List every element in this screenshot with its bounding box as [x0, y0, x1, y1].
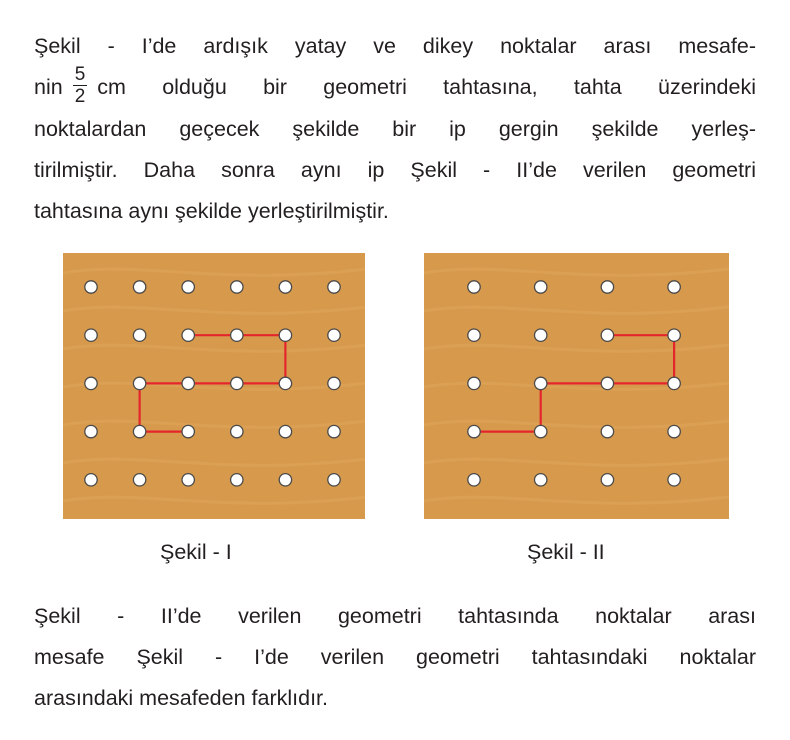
peg-dot [85, 329, 97, 341]
problem-intro [34, 26, 756, 232]
peg-dot [133, 425, 145, 437]
peg-dot [328, 425, 340, 437]
peg-dot [468, 425, 480, 437]
intro-line-2-before: nin [34, 75, 63, 99]
peg-dot [133, 329, 145, 341]
peg-dot [231, 377, 243, 389]
peg-dot [328, 474, 340, 486]
geoboard-2-drawing [424, 253, 729, 519]
wood-grain [424, 305, 729, 313]
peg-dot [601, 474, 613, 486]
wood-grain [63, 267, 365, 275]
peg-dot [535, 329, 547, 341]
intro-line-1: Şekil - I’de ardışık yatay ve dikey noktalar arası mesafe- [34, 34, 756, 58]
peg-dot [231, 425, 243, 437]
peg-dot [601, 425, 613, 437]
peg-dot [182, 425, 194, 437]
peg-dot [535, 281, 547, 293]
intro-line-2 [34, 63, 756, 109]
peg-dot [328, 281, 340, 293]
peg-dot [279, 425, 291, 437]
peg-dot [535, 377, 547, 389]
peg-dot [182, 329, 194, 341]
peg-dot [231, 281, 243, 293]
peg-dot [182, 377, 194, 389]
peg-dot [328, 329, 340, 341]
wood-grain [424, 267, 729, 275]
peg-dot [535, 474, 547, 486]
geoboard-figure-1 [63, 253, 365, 519]
peg-dot [601, 329, 613, 341]
peg-dot [279, 377, 291, 389]
peg-dot [601, 281, 613, 293]
figure-1-caption: Şekil - I [160, 540, 232, 564]
peg-dot [85, 281, 97, 293]
statement-line-3: arasındaki mesafeden farklıdır. [34, 686, 328, 710]
wood-grain [63, 495, 365, 503]
figure-2-caption: Şekil - II [527, 540, 605, 564]
peg-dot [279, 329, 291, 341]
peg-dot [85, 474, 97, 486]
intro-line-3: noktalardan geçecek şekilde bir ip gergin şekilde yerleş- [34, 116, 756, 141]
peg-dot [133, 377, 145, 389]
statement-line-2: mesafe Şekil - I’de verilen geometri tahtasındaki noktalar [34, 645, 756, 669]
intro-line-5: tahtasına aynı şekilde yerleştirilmiştir. [34, 198, 389, 223]
peg-dot [601, 377, 613, 389]
wood-grain [424, 419, 729, 427]
peg-dot [133, 281, 145, 293]
peg-dot [231, 329, 243, 341]
peg-dot [279, 281, 291, 293]
peg-dot [668, 425, 680, 437]
peg-dot [468, 329, 480, 341]
statement-line-1: Şekil - II’de verilen geometri tahtasında noktalar arası [34, 604, 756, 628]
wood-grain [63, 343, 365, 351]
wood-grain [63, 457, 365, 465]
peg-dot [85, 377, 97, 389]
peg-dot [182, 474, 194, 486]
wood-grain [424, 343, 729, 351]
fraction-five-halves [73, 65, 88, 106]
problem-statement [34, 596, 756, 719]
peg-dot [668, 329, 680, 341]
fraction-denominator: 2 [74, 85, 86, 107]
wood-grain [424, 457, 729, 465]
peg-dot [668, 474, 680, 486]
geoboard-1-drawing [63, 253, 365, 519]
peg-dot [328, 377, 340, 389]
peg-dot [231, 474, 243, 486]
geoboard-figure-2 [424, 253, 729, 519]
peg-dot [668, 281, 680, 293]
peg-dot [668, 377, 680, 389]
peg-dot [133, 474, 145, 486]
wood-grain [424, 495, 729, 503]
peg-dot [468, 377, 480, 389]
peg-dot [182, 281, 194, 293]
peg-dot [468, 281, 480, 293]
wood-grain [63, 419, 365, 427]
intro-line-2-after: cm olduğu bir geometri tahtasına, tahta üzerindeki [97, 75, 756, 99]
peg-dot [468, 474, 480, 486]
wood-grain [63, 305, 365, 313]
peg-dot [279, 474, 291, 486]
fraction-numerator: 5 [74, 63, 86, 85]
wood-grain [63, 381, 365, 389]
peg-dot [535, 425, 547, 437]
intro-line-4: tirilmiştir. Daha sonra aynı ip Şekil - II’de verilen geometri [34, 157, 756, 182]
peg-dot [85, 425, 97, 437]
